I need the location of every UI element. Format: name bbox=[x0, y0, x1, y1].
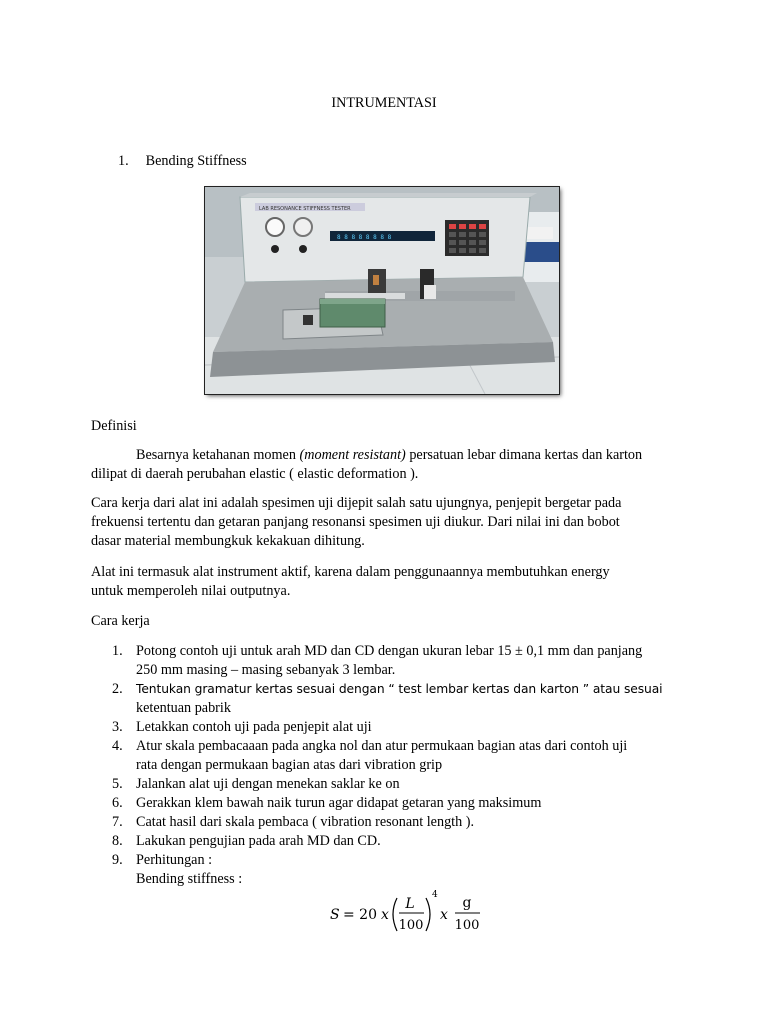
list-item bbox=[112, 737, 682, 775]
list-line: Tentukan gramatur kertas sesuai dengan “ test lembar kertas dan karton ” atau sesuai bbox=[136, 682, 663, 696]
list-number: 3. bbox=[112, 719, 123, 735]
list-number: 4. bbox=[112, 738, 123, 754]
paragraph-line: untuk memperoleh nilai outputnya. bbox=[91, 583, 291, 599]
list-number: 1. bbox=[112, 643, 123, 659]
list-item bbox=[112, 718, 682, 737]
formula-svg bbox=[0, 888, 768, 938]
list-line: Bending stiffness : bbox=[136, 871, 243, 887]
fraction1-numerator: L bbox=[405, 896, 415, 912]
definisi-line-1 bbox=[91, 446, 681, 465]
list-line: 250 mm masing – masing sebanyak 3 lembar. bbox=[136, 662, 396, 678]
stiffness-tester-illustration bbox=[205, 187, 559, 394]
list-number: 6. bbox=[112, 795, 123, 811]
list-number: 9. bbox=[112, 852, 123, 868]
definisi-text-2: persatuan lebar dimana kertas dan karton bbox=[405, 447, 643, 463]
paragraph-line: dasar material membungkuk kekakuan dihitung. bbox=[91, 533, 365, 549]
fraction1-denominator: 100 bbox=[398, 918, 424, 933]
instrument-photo bbox=[205, 187, 559, 394]
list-item bbox=[112, 832, 682, 851]
list-line: Lakukan pengujian pada arah MD dan CD. bbox=[136, 833, 381, 849]
formula-lhs: S bbox=[330, 907, 340, 923]
section-number: 1. bbox=[118, 153, 129, 169]
paragraph-line: Alat ini termasuk alat instrument aktif, karena dalam penggunaannya membutuhkan energy bbox=[91, 564, 610, 580]
photo-panel-label: LAB RESONANCE STIFFNESS TESTER bbox=[259, 206, 351, 212]
list-item bbox=[112, 813, 682, 832]
list-line: ketentuan pabrik bbox=[136, 700, 231, 716]
instrument-type-paragraph bbox=[91, 563, 681, 601]
right-paren bbox=[426, 898, 430, 931]
section-title: Bending Stiffness bbox=[145, 153, 247, 169]
list-line: Atur skala pembacaaan pada angka nol dan atur permukaan bagian atas dari contoh uji bbox=[136, 738, 628, 754]
definisi-line-2: dilipat di daerah perubahan elastic ( elastic deformation ). bbox=[91, 466, 419, 482]
formula-equals: = 20 bbox=[343, 907, 377, 923]
list-line: Letakkan contoh uji pada penjepit alat uji bbox=[136, 719, 372, 735]
list-item bbox=[112, 775, 682, 794]
list-item bbox=[112, 680, 682, 718]
formula-times-2: x bbox=[440, 907, 448, 923]
section-heading bbox=[118, 152, 247, 171]
definisi-italic-term: (moment resistant) bbox=[299, 447, 406, 463]
definisi-paragraph bbox=[91, 446, 681, 484]
bending-stiffness-formula bbox=[0, 888, 768, 944]
fraction2-numerator: g bbox=[462, 895, 472, 911]
list-line: Catat hasil dari skala pembaca ( vibration resonant length ). bbox=[136, 814, 475, 830]
formula-exponent: 4 bbox=[432, 890, 438, 900]
list-number: 8. bbox=[112, 833, 123, 849]
photo-display-text: 8 8 8 8 8 8 8 8 bbox=[337, 234, 392, 241]
cara-kerja-heading: Cara kerja bbox=[91, 613, 150, 629]
list-item bbox=[112, 794, 682, 813]
fraction2-denominator: 100 bbox=[454, 918, 480, 933]
list-item bbox=[112, 851, 682, 889]
list-line: Gerakkan klem bawah naik turun agar didapat getaran yang maksimum bbox=[136, 795, 542, 811]
list-item bbox=[112, 642, 682, 680]
list-line: rata dengan permukaan bagian atas dari vibration grip bbox=[136, 757, 443, 773]
definisi-text-1: Besarnya ketahanan momen bbox=[136, 447, 300, 463]
list-number: 7. bbox=[112, 814, 123, 830]
list-line: Jalankan alat uji dengan menekan saklar ke on bbox=[136, 776, 400, 792]
steps-list bbox=[112, 642, 682, 889]
left-paren bbox=[393, 898, 397, 931]
paragraph-line: Cara kerja dari alat ini adalah spesimen uji dijepit salah satu ujungnya, penjepit bergetar pada bbox=[91, 495, 622, 511]
paragraph-line: frekuensi tertentu dan getaran panjang resonansi spesimen uji diukur. Dari nilai ini dan bobot bbox=[91, 514, 620, 530]
list-line: Perhitungan : bbox=[136, 852, 213, 868]
list-number: 2. bbox=[112, 681, 123, 697]
cara-kerja-paragraph bbox=[91, 494, 681, 551]
list-number: 5. bbox=[112, 776, 123, 792]
definisi-heading: Definisi bbox=[91, 418, 137, 434]
page-title: INTRUMENTASI bbox=[331, 95, 437, 111]
list-line: Potong contoh uji untuk arah MD dan CD dengan ukuran lebar 15 ± 0,1 mm dan panjang bbox=[136, 643, 643, 659]
formula-times-1: x bbox=[381, 907, 389, 923]
